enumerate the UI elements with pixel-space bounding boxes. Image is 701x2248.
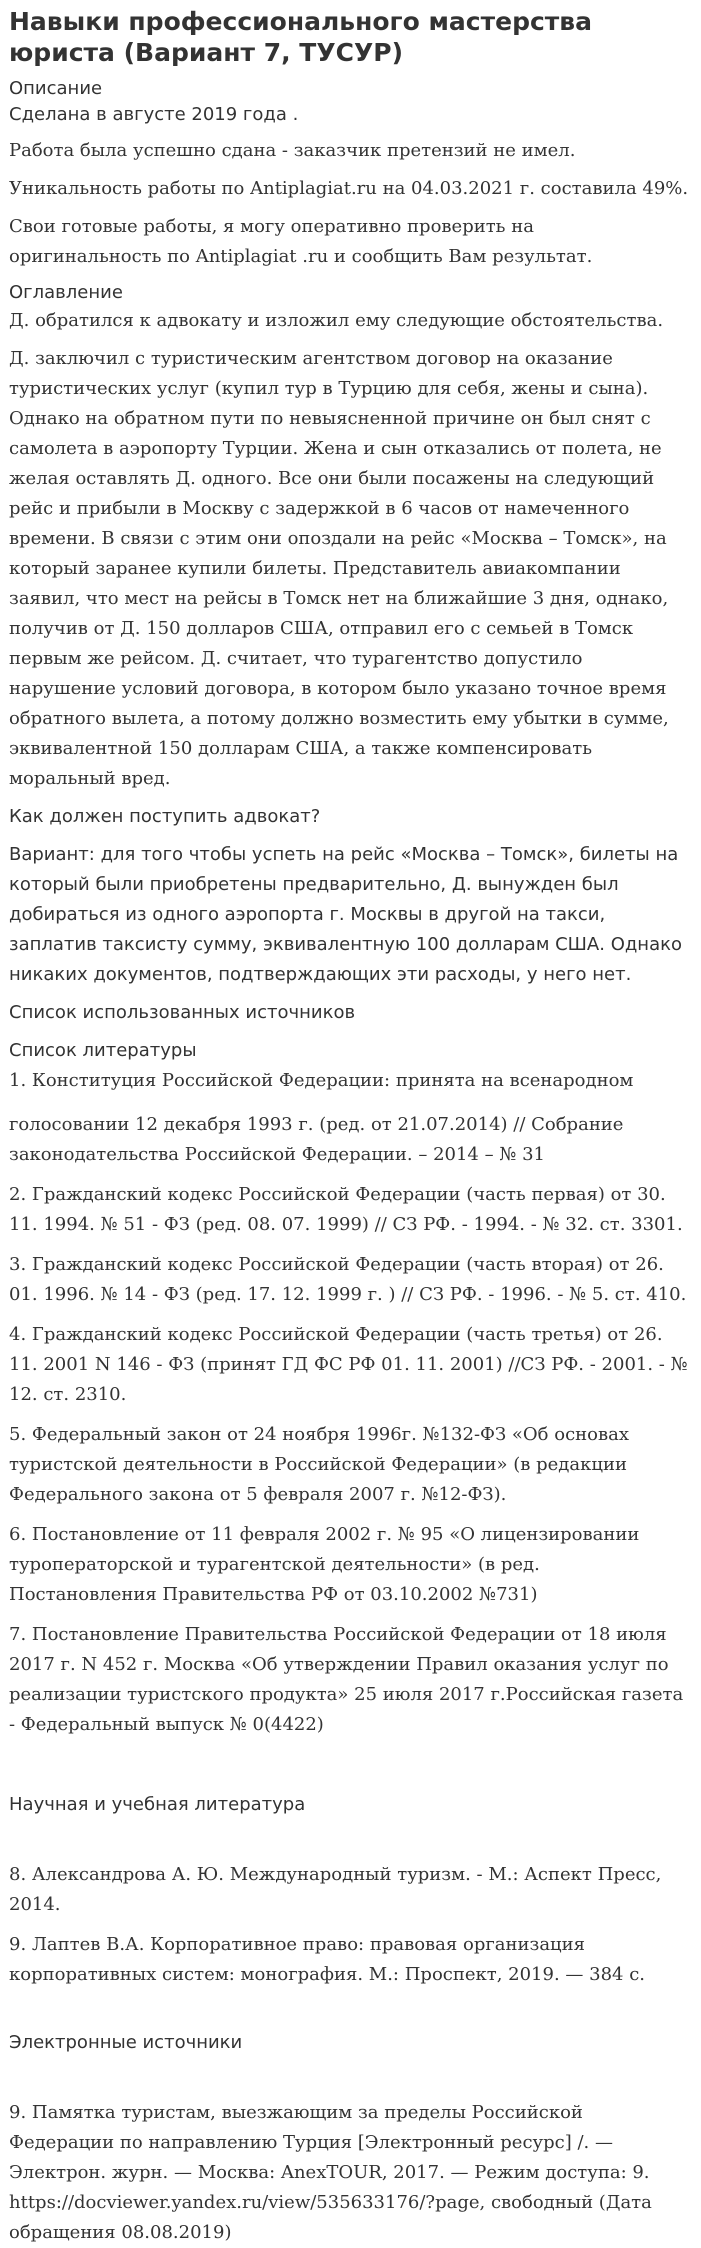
uniqueness-text: Уникальность работы по Antiplagiat.ru на 04.03.2021 г. составила 49%. [9,178,689,199]
spacer [9,2058,691,2098]
reference-item: 9. Памятка туристам, выезжающим за пределы Российской Федерации по направлению Турция [Электронный ресурс] /. — Электрон. журн. — Москва: AnexTOUR, 2017. — Режим доступа: 9. https://docviewer.yandex.ru/view/535633176/?page, свободный (Дата обращения 08.08.2019) [9,2102,652,2243]
toc-label: Оглавление [9,282,123,303]
made-date: Сделана в августе 2019 года . [9,104,299,125]
reference-item: 9. Лаптев В.А. Корпоративное право: правовая организация корпоративных систем: монография. М.: Проспект, 2019. — 384 с. [9,1934,646,1985]
reference-1-rest: голосовании 12 декабря 1993 г. (ред. от 21.07.2014) // Собрание законодательства Российской Федерации. – 2014 – № 31 [9,1114,624,1165]
electronic-sources-label: Электронные источники [9,2032,243,2053]
reference-item: 3. Гражданский кодекс Российской Федерации (часть вторая) от 26. 01. 1996. № 14 - ФЗ (ред. 17. 12. 1999 г. ) // СЗ РФ. - 1996. - № 5. ст. 410. [9,1254,687,1305]
reference-item: 8. Александрова А. Ю. Международный туризм. - М.: Аспект Пресс, 2014. [9,1864,662,1915]
task-variant: Вариант: для того чтобы успеть на рейс «Москва – Томск», билеты на который были приобретены предварительно, Д. вынужден был добираться из одного аэропорта г. Москвы в другой на такси, заплатив таксисту сумму, эквивалентную 100 долларам США. Однако никаких документов, подтверждающих эти расходы, у него нет. [9,844,682,985]
literature-label: Список литературы [9,1040,197,1061]
reference-item [9,1066,691,1170]
reference-item: 4. Гражданский кодекс Российской Федерации (часть третья) от 26. 11. 2001 N 146 - ФЗ (принят ГД ФС РФ 01. 11. 2001) //СЗ РФ. - 2001. - № 12. ст. 2310. [9,1324,688,1405]
reference-item: 7. Постановление Правительства Российской Федерации от 18 июля 2017 г. N 452 г. Москва «Об утверждении Правил оказания услуг по реализации туристского продукта» 25 июля 2017 г.Российская газета - Федеральный выпуск № 0(4422) [9,1624,684,1735]
page-title: Навыки профессионального мастерства юриста (Вариант 7, ТУСУР) [9,7,592,67]
reference-1-line1: 1. Конституция Российской Федерации: принята на всенародном [9,1070,634,1091]
spacer [9,2000,691,2028]
spacer [9,1750,691,1790]
reference-item: 5. Федеральный закон от 24 ноября 1996г. №132-ФЗ «Об основах туристской деятельности в Российской Федерации» (в редакции Федерального закона от 5 февраля 2007 г. №12-ФЗ). [9,1424,630,1505]
check-offer-text: Свои готовые работы, я могу оперативно проверить на оригинальность по Antiplagiat .ru и сообщить Вам результат. [9,216,593,267]
task-body: Д. заключил с туристическим агентством договор на оказание туристических услуг (купил тур в Турцию для себя, жены и сына). Однако на обратном пути по невыясненной причине он был снят с самолета в аэропорту Турции. Жена и сын отказались от полета, не желая оставлять Д. одного. Все они были посажены на следующий рейс и прибыли в Москву с задержкой в 6 часов от намеченного времени. В связи с этим они опоздали на рейс «Москва – Томск», на который заранее купили билеты. Представитель авиакомпании заявил, что мест на рейсы в Томск нет на ближайшие 3 дня, однако, получив от Д. 150 долларов США, отправил его с семьей в Томск первым же рейсом. Д. считает, что турагентство допустило нарушение условий договора, в котором было указано точное время обратного вылета, а потому должно возместить ему убытки в сумме, эквивалентной 150 долларам США, а также компенсировать моральный вред. [9,348,669,789]
spacer [9,1820,691,1860]
task-intro: Д. обратился к адвокату и изложил ему следующие обстоятельства. [9,310,664,331]
sources-label: Список использованных источников [9,1002,356,1023]
description-label: Описание [9,78,103,99]
reference-item: 2. Гражданский кодекс Российской Федерации (часть первая) от 30. 11. 1994. № 51 - ФЗ (ред. 08. 07. 1999) // СЗ РФ. - 1994. - № 32. ст. 3301. [9,1184,683,1235]
reference-item: 6. Постановление от 11 февраля 2002 г. № 95 «О лицензировании туроператорской и турагентской деятельности» (в ред. Постановления Правительства РФ от 03.10.2002 №731) [9,1524,640,1605]
task-question: Как должен поступить адвокат? [9,806,321,827]
delivered-text: Работа была успешно сдана - заказчик претензий не имел. [9,140,576,161]
scientific-literature-label: Научная и учебная литература [9,1794,306,1815]
